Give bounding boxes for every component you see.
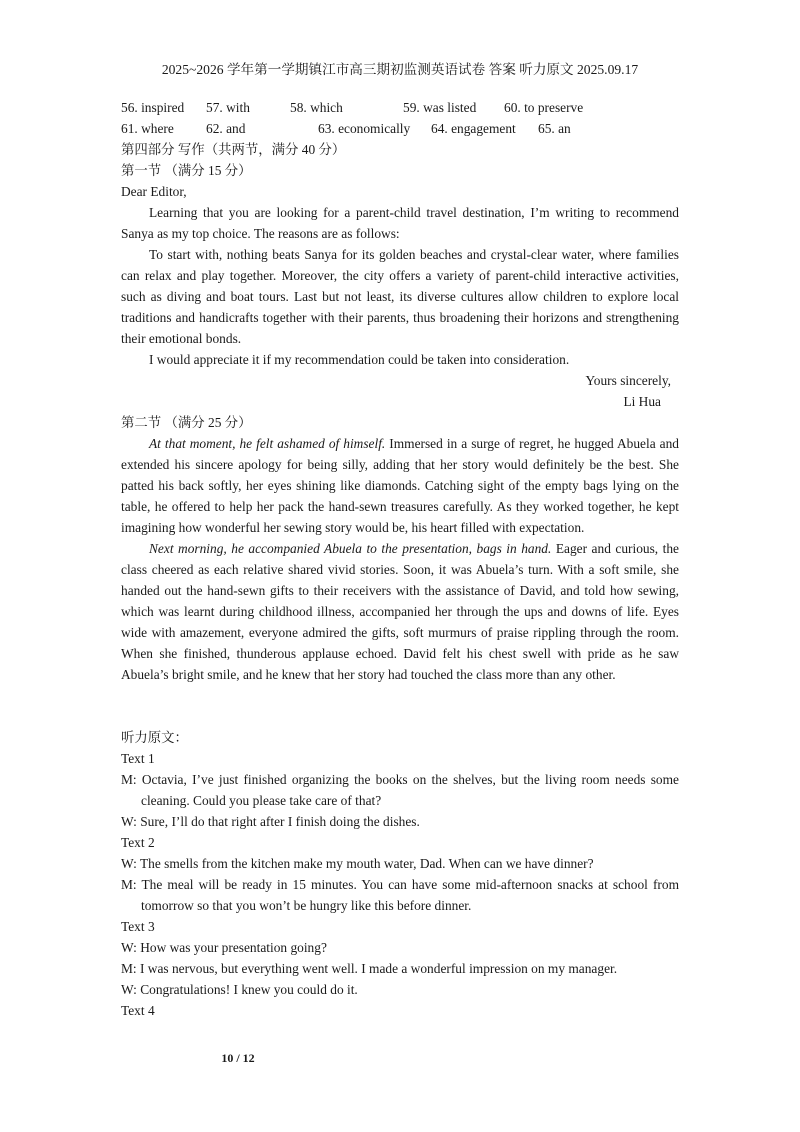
- dialogue-line: M: Octavia, I’ve just finished organizing the books on the shelves, but the living room needs some cleaning. Could you please take care of that?: [121, 772, 679, 808]
- answer-item: 57. with: [206, 100, 250, 115]
- answer-item: 65. an: [538, 121, 571, 136]
- answer-item: 62. and: [206, 121, 246, 136]
- text-label: Text 2: [121, 835, 155, 850]
- story-lead-sentence: Next morning, he accompanied Abuela to the presentation, bags in hand.: [149, 541, 552, 556]
- page-header: 2025~2026 学年第一学期镇江市高三期初监测英语试卷 答案 听力原文 2025.09.17: [161, 62, 639, 77]
- page-number: 10 / 12: [221, 1051, 255, 1065]
- section2-heading: 第二节 （满分 25 分）: [121, 415, 252, 430]
- dialogue-line: W: How was your presentation going?: [121, 940, 327, 955]
- answer-item: 58. which: [290, 100, 343, 115]
- part-heading: 第四部分 写作（共两节，满分 40 分）: [121, 142, 346, 157]
- answer-item: 60. to preserve: [504, 100, 584, 115]
- writing-part: [121, 139, 679, 685]
- story-paragraph-1: [121, 433, 679, 538]
- listening-transcript: [121, 727, 679, 1021]
- answer-row-2: [121, 118, 681, 139]
- story-lead-sentence: At that moment, he felt ashamed of himself.: [149, 436, 386, 451]
- story-paragraph-2: [121, 538, 679, 685]
- answer-item: 64. engagement: [431, 121, 516, 136]
- answer-item: 61. where: [121, 121, 174, 136]
- answer-item: 63. economically: [318, 121, 411, 136]
- answer-key: [121, 97, 681, 139]
- dialogue-line: M: I was nervous, but everything went well. I made a wonderful impression on my manager.: [121, 961, 618, 976]
- letter-paragraph: I would appreciate it if my recommendation could be taken into consideration.: [149, 352, 570, 367]
- story-body: Eager and curious, the class cheered as each relative shared vivid stories. Soon, it was Abuela’s turn. With a soft smile, she handed out the hand-sewn gifts to their receivers with the assistance of David, and told how sewing, which was learnt during childhood illness, accompanied her through the ups and downs of life. Eyes wide with amazement, everyone admired the gifts, soft murmurs of praise rippling through the room. When she finished, thunderous applause echoed. David felt his chest swell with pride as he saw Abuela’s bright smile, and he knew that her story had touched the class more than any other.: [121, 541, 679, 682]
- section1-heading: 第一节 （满分 15 分）: [121, 163, 252, 178]
- story-body: Immersed in a surge of regret, he hugged Abuela and extended his sincere apology for being silly, adding that her story would definitely be the best. She patted his back softly, her eyes shining like diamonds. Catching sight of the empty bags lying on the table, he offered to help her pack the hand-sewn treasures carefully. As they worked together, he kept imagining how wonderful her sewing story would be, his heart filled with expectation.: [121, 436, 680, 535]
- answer-row-1: [121, 97, 681, 118]
- text-label: Text 4: [121, 1003, 155, 1018]
- letter-closing: Yours sincerely,: [585, 373, 671, 388]
- letter-salutation: Dear Editor,: [121, 184, 187, 199]
- letter-paragraph: Learning that you are looking for a parent-child travel destination, I’m writing to recommend Sanya as my top choice. The reasons are as follows:: [121, 205, 679, 241]
- text-label: Text 1: [121, 751, 155, 766]
- dialogue-line: W: Sure, I’ll do that right after I finish doing the dishes.: [121, 814, 420, 829]
- dialogue-line: W: Congratulations! I knew you could do it.: [121, 982, 358, 997]
- dialogue-line: M: The meal will be ready in 15 minutes. You can have some mid-afternoon snacks at school from tomorrow so that you won’t be hungry like this before dinner.: [121, 877, 679, 913]
- dialogue-line: W: The smells from the kitchen make my mouth water, Dad. When can we have dinner?: [121, 856, 594, 871]
- letter-signature: Li Hua: [623, 394, 661, 409]
- answer-item: 59. was listed: [403, 100, 477, 115]
- answer-item: 56. inspired: [121, 100, 185, 115]
- text-label: Text 3: [121, 919, 155, 934]
- listening-heading: 听力原文：: [121, 730, 188, 745]
- letter-paragraph: To start with, nothing beats Sanya for its golden beaches and crystal-clear water, where families can relax and play together. Moreover, the city offers a variety of parent-child interactive activities, such as diving and boat tours. Last but not least, its diverse cultures allow children to explore local traditions and handicrafts together with their parents, thus broadening their horizons and strengthening their emotional bonds.: [121, 247, 679, 346]
